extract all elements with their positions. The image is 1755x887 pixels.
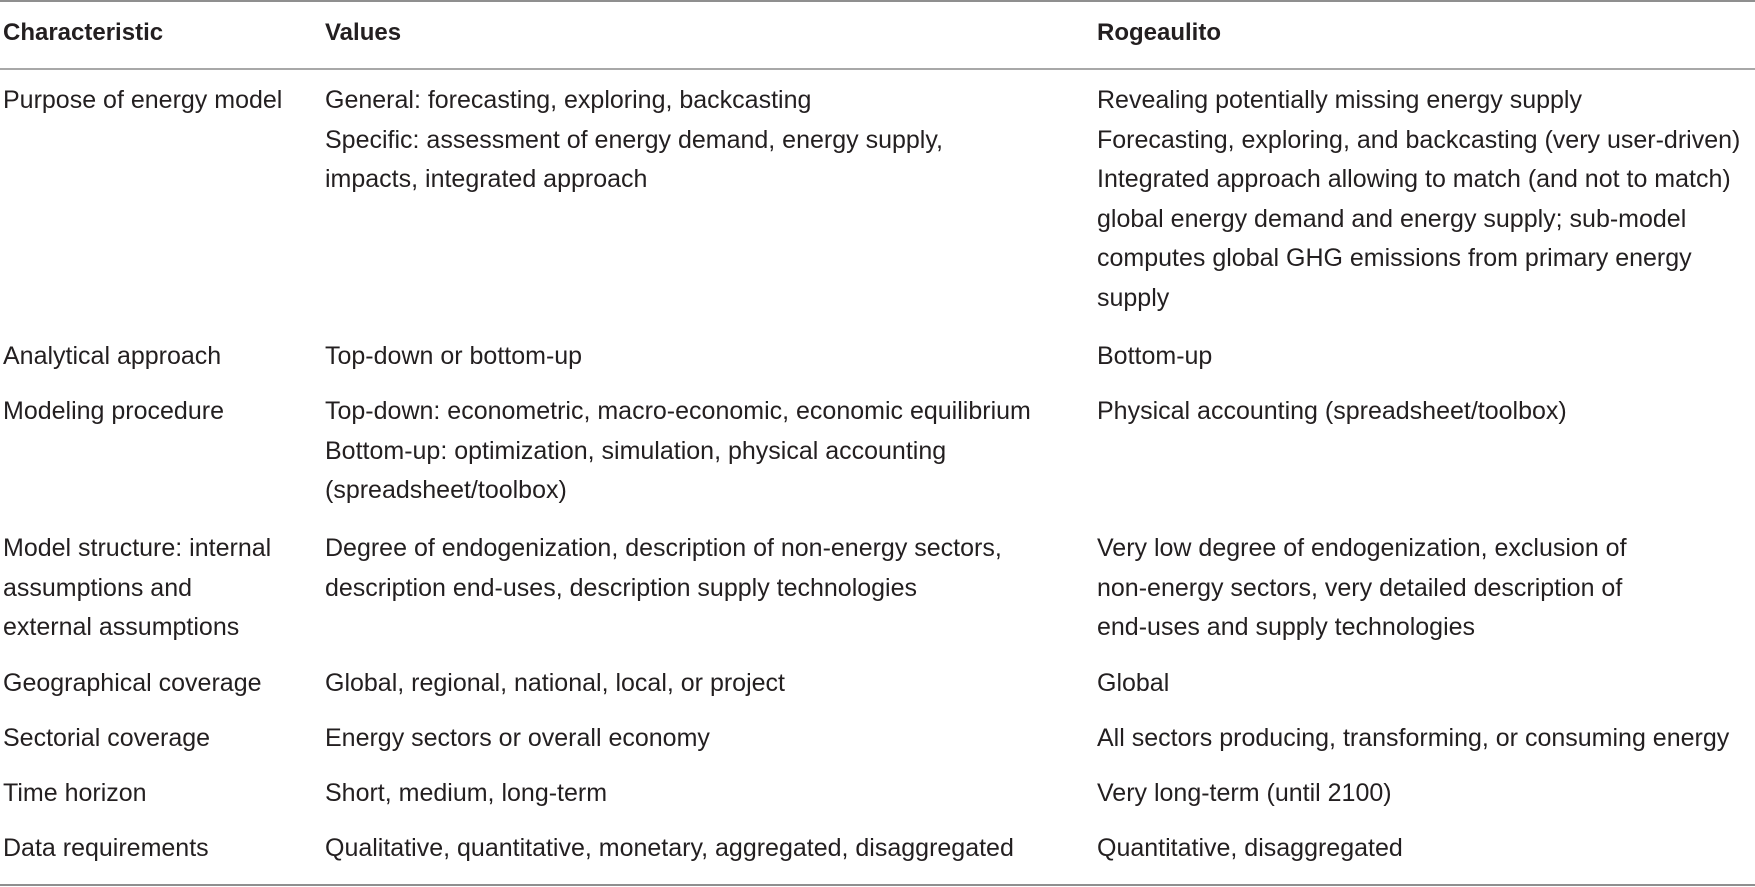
row-sectorial-rogeaulito bbox=[1097, 719, 1729, 759]
cell-line: impacts, integrated approach bbox=[325, 165, 648, 193]
cell-line: Energy sectors or overall economy bbox=[325, 724, 710, 752]
row-time-characteristic bbox=[3, 774, 147, 814]
row-modeling-rogeaulito bbox=[1097, 392, 1567, 432]
cell-line: Integrated approach allowing to match (and not to match) bbox=[1097, 165, 1731, 193]
cell-line: Modeling procedure bbox=[3, 397, 224, 425]
cell-line: Physical accounting (spreadsheet/toolbox) bbox=[1097, 397, 1567, 425]
cell-line: assumptions and bbox=[3, 573, 193, 602]
cell-line: Bottom-up: optimization, simulation, physical accounting bbox=[325, 436, 947, 465]
cell-line: Purpose of energy model bbox=[3, 86, 283, 114]
cell-line: computes global GHG emissions from primary energy bbox=[1097, 244, 1692, 272]
row-geographical-values bbox=[325, 664, 785, 704]
cell-line: global energy demand and energy supply; sub-model bbox=[1097, 204, 1687, 233]
row-modeling-characteristic bbox=[3, 392, 224, 432]
cell-line: (spreadsheet/toolbox) bbox=[325, 476, 567, 504]
row-geographical-rogeaulito bbox=[1097, 664, 1169, 704]
cell-line: Top-down: econometric, macro-economic, economic equilibrium bbox=[325, 397, 1031, 425]
row-modeling-values bbox=[325, 392, 1031, 511]
row-data-rogeaulito bbox=[1097, 829, 1403, 869]
header-rogeaulito: Rogeaulito bbox=[1097, 19, 1221, 46]
row-time-values bbox=[325, 774, 607, 814]
cell-line: Very long-term (until 2100) bbox=[1097, 779, 1392, 807]
row-purpose-rogeaulito bbox=[1097, 81, 1740, 318]
row-structure-values bbox=[325, 529, 1002, 608]
cell-line: Very low degree of endogenization, exclusion of bbox=[1097, 534, 1627, 562]
cell-line: Bottom-up bbox=[1097, 342, 1213, 370]
row-sectorial-values bbox=[325, 719, 710, 759]
row-analytical-rogeaulito bbox=[1097, 337, 1212, 377]
table-header-rule bbox=[0, 68, 1755, 70]
cell-line: non-energy sectors, very detailed description of bbox=[1097, 573, 1623, 602]
cell-line: General: forecasting, exploring, backcasting bbox=[325, 86, 812, 114]
header-values: Values bbox=[325, 19, 402, 46]
cell-line: end-uses and supply technologies bbox=[1097, 613, 1476, 641]
cell-line: Specific: assessment of energy demand, energy supply, bbox=[325, 125, 943, 154]
cell-line: Degree of endogenization, description of non-energy sectors, bbox=[325, 534, 1002, 562]
table-bottom-rule bbox=[0, 884, 1755, 886]
row-structure-rogeaulito bbox=[1097, 529, 1627, 648]
cell-line: Global, regional, national, local, or project bbox=[325, 669, 785, 697]
row-geographical-characteristic bbox=[3, 664, 262, 704]
cell-line: Analytical approach bbox=[3, 342, 222, 370]
cell-line: Quantitative, disaggregated bbox=[1097, 834, 1403, 862]
cell-line: Data requirements bbox=[3, 834, 209, 862]
cell-line: Forecasting, exploring, and backcasting (very user-driven) bbox=[1097, 125, 1741, 154]
row-data-characteristic bbox=[3, 829, 209, 869]
cell-line: All sectors producing, transforming, or consuming energy bbox=[1097, 724, 1730, 752]
cell-line: Time horizon bbox=[3, 779, 147, 807]
cell-line: Revealing potentially missing energy supply bbox=[1097, 86, 1582, 114]
cell-line: Geographical coverage bbox=[3, 669, 262, 697]
cell-line: supply bbox=[1097, 283, 1170, 312]
cell-line: Sectorial coverage bbox=[3, 724, 211, 752]
row-analytical-values bbox=[325, 337, 582, 377]
cell-line: Top-down or bottom-up bbox=[325, 342, 583, 370]
cell-line: Model structure: internal bbox=[3, 534, 272, 562]
cell-line: Short, medium, long-term bbox=[325, 779, 608, 807]
cell-line: external assumptions bbox=[3, 613, 240, 641]
row-data-values bbox=[325, 829, 1014, 869]
row-analytical-characteristic bbox=[3, 337, 221, 377]
row-time-rogeaulito bbox=[1097, 774, 1392, 814]
row-purpose-values bbox=[325, 81, 943, 200]
row-purpose-characteristic bbox=[3, 81, 282, 121]
row-sectorial-characteristic bbox=[3, 719, 210, 759]
header-characteristic: Characteristic bbox=[3, 19, 164, 46]
row-structure-characteristic bbox=[3, 529, 271, 648]
cell-line: description end-uses, description supply technologies bbox=[325, 573, 918, 602]
table-top-rule bbox=[0, 0, 1755, 2]
cell-line: Qualitative, quantitative, monetary, aggregated, disaggregated bbox=[325, 834, 1014, 862]
cell-line: Global bbox=[1097, 669, 1170, 697]
